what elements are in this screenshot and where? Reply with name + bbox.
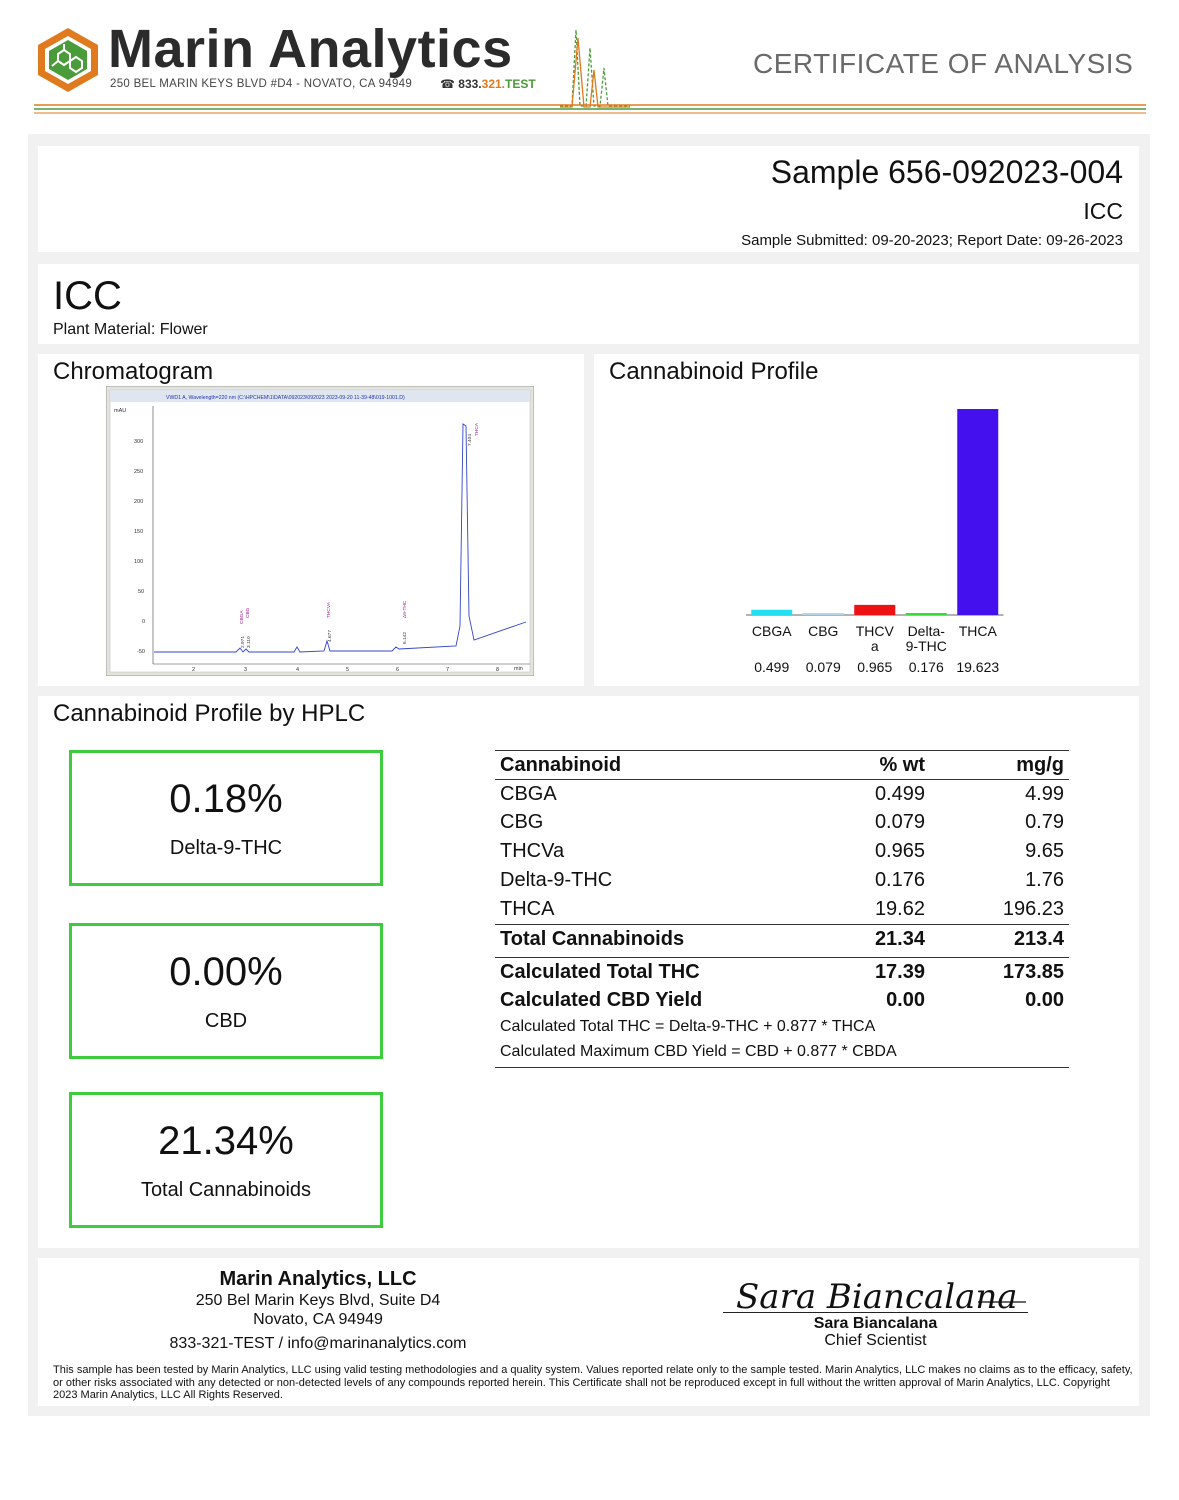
- total-row: [495, 924, 1069, 957]
- chromatogram-peaks-decoration: [560, 28, 630, 110]
- footer-card: [38, 1258, 1139, 1406]
- table-header-row: [495, 750, 1069, 779]
- peak-rt-label: 3.110: [247, 636, 252, 648]
- sample-id: Sample 656-092023-004: [770, 154, 1123, 190]
- chromatogram-header: VWD1 A, Wavelength=220 nm (C:\HPCHEM\1\DATA\092023\092023 2023-09-20 11-39-48\019-1001.D): [166, 395, 405, 401]
- chart-value-label: 0.079: [805, 659, 841, 675]
- x-tick-label: 6: [396, 667, 400, 673]
- chart-bar: [751, 610, 792, 615]
- chromatogram-card: [38, 354, 584, 686]
- column-header: % wt: [879, 754, 925, 776]
- peak-rt-label: 2.971: [241, 635, 246, 648]
- cell-name: CBGA: [500, 783, 557, 805]
- chart-value-label: 0.965: [857, 659, 893, 675]
- cell-pct: 19.62: [874, 898, 925, 920]
- chart-category-label: 9-THC: [905, 638, 947, 654]
- cannabinoid-bar-chart: [594, 354, 1140, 686]
- cell-pct: 0.00: [886, 989, 925, 1011]
- kpi-cbd: [69, 923, 383, 1059]
- cell-mg: 0.00: [1025, 989, 1064, 1011]
- signer-name: Sara Biancalana: [813, 1315, 938, 1332]
- cell-name: CBG: [500, 811, 544, 833]
- y-tick-label: 200: [134, 499, 144, 505]
- cell-name: Delta-9-THC: [500, 869, 613, 891]
- cell-pct: 21.34: [874, 928, 925, 950]
- chart-value-label: 0.499: [754, 659, 790, 675]
- table-row: [495, 779, 1069, 808]
- table-row: [495, 808, 1069, 837]
- peak-label: CBG: [246, 607, 251, 618]
- x-tick-label: 7: [446, 667, 450, 673]
- disclaimer: This sample has been tested by Marin Analytics, LLC using valid testing methodologies and a quality system. Values reported relate only to the sample tested. Marin Analytics, LLC makes no claims as to the efficacy, safety, or other risks associated with any detected or non-detected levels of any compounds reported herein. This Certificate shall not be reproduced except in full without the written approval of Marin Analytics, LLC. Copyright 2023 Marin Analytics, LLC All Rights Reserved.: [53, 1364, 1133, 1401]
- molecule-logo-icon: [34, 26, 102, 94]
- report-frame: [28, 134, 1150, 1416]
- cell-name: Calculated CBD Yield: [500, 989, 703, 1011]
- kpi-label: Delta-9-THC: [169, 837, 283, 859]
- table-row: [495, 837, 1069, 866]
- chromatogram-title: Chromatogram: [53, 358, 214, 385]
- cell-mg: 213.4: [1013, 928, 1064, 950]
- formula-note-cbd: Calculated Maximum CBD Yield = CBD + 0.877 * CBDA: [495, 1040, 1069, 1068]
- chart-category-label: a: [870, 638, 879, 654]
- company-name: Marin Analytics, LLC: [219, 1268, 417, 1290]
- sample-info-card: [38, 146, 1139, 252]
- phone-part-1: 833.: [458, 77, 482, 91]
- cell-name: THCVa: [500, 840, 565, 862]
- x-unit-label: min: [514, 666, 523, 672]
- cell-mg: 196.23: [1002, 898, 1064, 920]
- formula-note-thc: Calculated Total THC = Delta-9-THC + 0.877 * THCA: [500, 1018, 876, 1035]
- peak-rt-label: 6.142: [403, 631, 408, 644]
- chromatogram-plot: [106, 386, 534, 676]
- phone-icon: ☎: [440, 77, 459, 91]
- chart-bar: [854, 605, 895, 615]
- y-tick-label: 150: [134, 529, 144, 535]
- calc-thc-row: [495, 957, 1069, 986]
- y-tick-label: 250: [134, 469, 144, 475]
- chart-bar: [803, 613, 844, 615]
- y-tick-label: 100: [134, 559, 144, 565]
- cell-pct: 0.079: [874, 811, 925, 833]
- company-address-2: Novato, CA 94949: [253, 1311, 383, 1328]
- y-tick-label: 0: [142, 619, 146, 625]
- kpi-delta9-thc: [69, 750, 383, 886]
- chart-category-label: THCV: [855, 623, 894, 639]
- peak-rt-label: 7.404: [468, 433, 473, 446]
- y-tick-label: 50: [138, 589, 145, 595]
- cell-mg: 1.76: [1025, 869, 1064, 891]
- cell-pct: 0.965: [874, 840, 925, 862]
- chart-bar: [906, 613, 947, 615]
- x-tick-label: 8: [496, 667, 500, 673]
- cell-name: Calculated Total THC: [500, 961, 700, 983]
- signature-line: [723, 1312, 1028, 1313]
- table-row: [495, 866, 1069, 895]
- company-block: [138, 1268, 498, 1353]
- cell-mg: 0.79: [1025, 811, 1064, 833]
- x-tick-label: 5: [346, 667, 350, 673]
- cell-mg: 9.65: [1025, 840, 1064, 862]
- table-row: [495, 895, 1069, 924]
- cannabinoid-profile-card: [594, 354, 1139, 686]
- plant-material: Plant Material: Flower: [53, 321, 208, 338]
- chart-category-label: CBGA: [751, 623, 792, 639]
- chart-category-label: Delta-: [907, 623, 945, 639]
- sample-dates: Sample Submitted: 09-20-2023; Report Date: 09-26-2023: [741, 232, 1123, 249]
- y-tick-label: -50: [137, 649, 145, 655]
- x-tick-label: 3: [244, 667, 248, 673]
- cell-pct: 17.39: [874, 961, 925, 983]
- hplc-card: [38, 696, 1139, 1248]
- signature-text: Sara Biancalana: [736, 1277, 1018, 1317]
- cell-name: Total Cannabinoids: [500, 928, 685, 950]
- profile-chart-title: Cannabinoid Profile: [609, 358, 819, 385]
- brand-phone: [440, 77, 536, 91]
- report-header: [0, 0, 1179, 125]
- column-header: mg/g: [1016, 754, 1064, 776]
- phone-part-3: TEST: [505, 77, 536, 91]
- peak-label: Δ9-THC: [403, 600, 408, 618]
- brand-name: Marin Analytics: [108, 19, 513, 79]
- cell-mg: 4.99: [1025, 783, 1064, 805]
- peak-label: THCA: [475, 422, 480, 436]
- chart-bar: [957, 409, 998, 615]
- product-card: [38, 264, 1139, 344]
- brand-address: 250 BEL MARIN KEYS BLVD #D4 - NOVATO, CA 94949: [110, 78, 413, 90]
- peak-label: CBGA: [240, 610, 245, 624]
- chart-category-label: CBG: [808, 623, 839, 639]
- y-unit-label: mAU: [114, 408, 127, 414]
- chart-value-label: 0.176: [908, 659, 944, 675]
- peak-label: THCVA: [327, 602, 332, 618]
- kpi-value: 0.18%: [169, 777, 283, 821]
- kpi-label: Total Cannabinoids: [140, 1179, 312, 1201]
- x-tick-label: 2: [192, 667, 196, 673]
- cell-name: THCA: [500, 898, 555, 920]
- kpi-total-cannabinoids: [69, 1092, 383, 1228]
- x-tick-label: 4: [296, 667, 300, 673]
- kpi-value: 21.34%: [158, 1119, 294, 1163]
- company-contact: 833-321-TEST / info@marinanalytics.com: [169, 1335, 467, 1352]
- document-title: CERTIFICATE OF ANALYSIS: [753, 48, 1134, 79]
- cell-pct: 0.499: [874, 783, 925, 805]
- chart-category-label: THCA: [958, 623, 997, 639]
- chart-value-label: 19.623: [956, 659, 1000, 675]
- header-rule: [34, 103, 1146, 115]
- calc-cbd-row: [495, 986, 1069, 1015]
- results-table: [495, 750, 1069, 1068]
- kpi-value: 0.00%: [169, 950, 283, 994]
- y-tick-label: 300: [134, 439, 144, 445]
- hplc-title: Cannabinoid Profile by HPLC: [53, 700, 366, 727]
- peak-rt-label: 4.677: [328, 629, 333, 642]
- column-header: Cannabinoid: [500, 754, 622, 776]
- company-address-1: 250 Bel Marin Keys Blvd, Suite D4: [195, 1292, 441, 1309]
- sample-client: ICC: [1083, 198, 1123, 224]
- cell-pct: 0.176: [874, 869, 925, 891]
- phone-part-2: 321.: [481, 77, 505, 91]
- signer-title: Chief Scientist: [824, 1332, 927, 1349]
- kpi-label: CBD: [204, 1010, 248, 1032]
- cell-mg: 173.85: [1002, 961, 1064, 983]
- product-name: ICC: [53, 274, 122, 318]
